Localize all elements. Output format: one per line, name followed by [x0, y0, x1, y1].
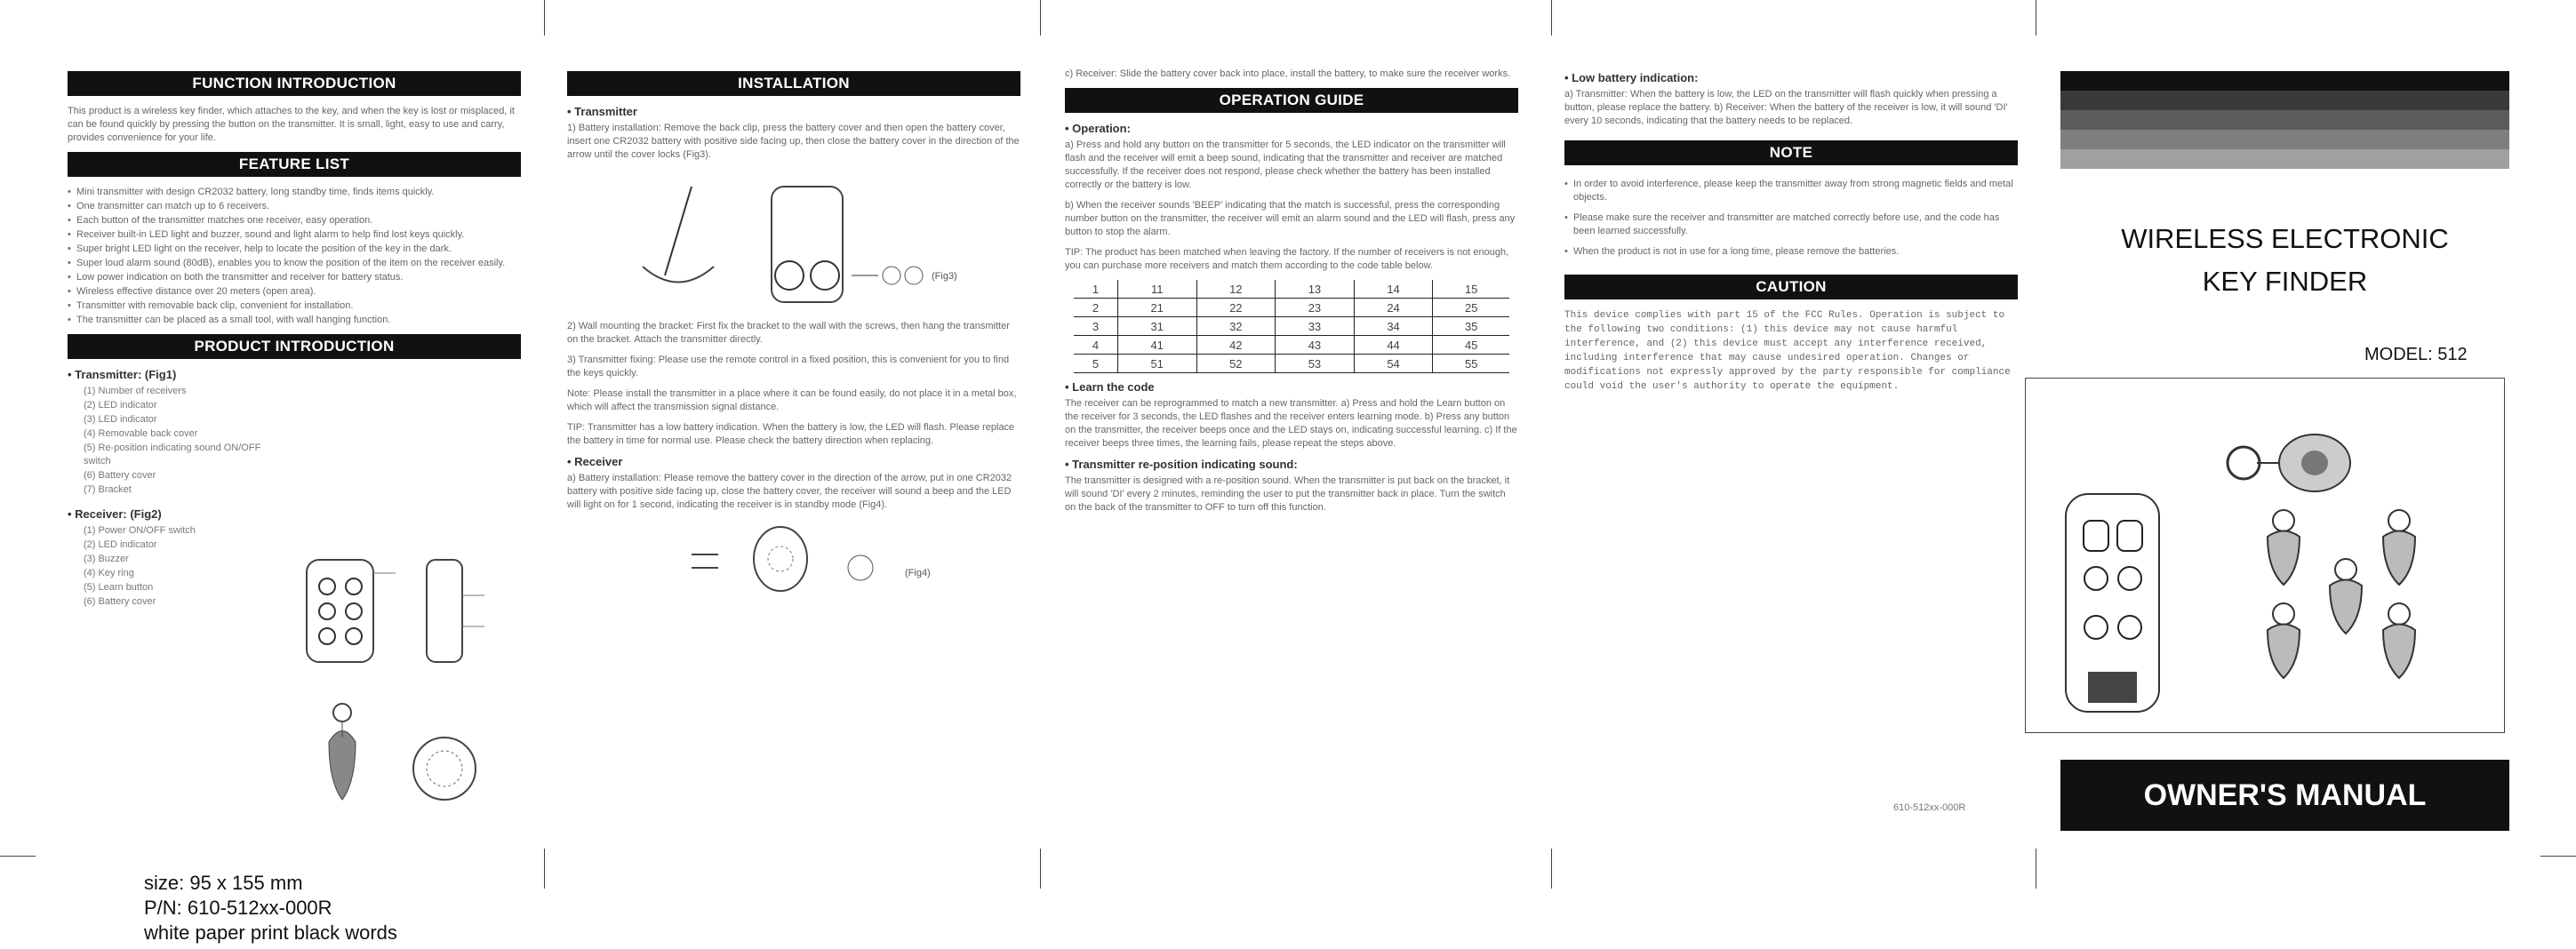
low-battery-text: a) Transmitter: When the battery is low, the LED on the transmitter will flash quickly when pressing a button, please replace the battery. b) Receiver: When the battery of the receiver is low, it will sound 'DI' every 10 seconds, indicating that the battery needs to be replaced. [1564, 89, 2008, 126]
list-item: • Super loud alarm sound (80dB), enables you to know the position of the item on the receiver easily. [68, 257, 521, 270]
crop-mark [1551, 849, 1552, 889]
list-item: • Receiver built-in LED light and buzzer, sound and light alarm to help find lost keys quickly. [68, 228, 521, 242]
list-item: • Low power indication on both the transmitter and receiver for battery status. [68, 271, 521, 284]
operation-tip: TIP: The product has been matched when leaving the factory. If the number of receivers is not enough, you can purchase more receivers and match them according to the code table below. [1065, 247, 1509, 271]
print-spec: white paper print black words [144, 921, 397, 944]
table-cell: 22 [1196, 299, 1276, 317]
table-cell: 11 [1117, 280, 1196, 299]
receiver-heading: • Receiver [567, 455, 1020, 468]
table-cell: 51 [1117, 355, 1196, 373]
code-table [1074, 280, 1509, 373]
list-item: (6) Battery cover [84, 470, 156, 481]
receiver-parts [68, 524, 281, 609]
table-cell: 21 [1117, 299, 1196, 317]
model-number: MODEL: 512 [2364, 345, 2468, 364]
table-cell: 14 [1354, 280, 1433, 299]
table-cell: 44 [1354, 336, 1433, 355]
list-item: • Wireless effective distance over 20 meters (open area). [68, 285, 521, 299]
list-item: (4) Key ring [84, 568, 134, 578]
table-row [1074, 336, 1509, 355]
table-cell: 5 [1074, 355, 1117, 373]
list-item: • In order to avoid interference, please keep the transmitter away from strong magnetic fields and metal objects. [1564, 178, 2018, 204]
panel-operation [1065, 68, 1518, 522]
reposition-text: The transmitter is designed with a re-position sound. When the transmitter is put back on the bracket, it will sound 'DI' every 2 minutes, reminding the user to put the transmitter back in place. Turn the switch on the back of the transmitter to OFF to turn off this function. [1065, 475, 1510, 513]
list-item: (2) LED indicator [84, 400, 157, 411]
receiver-cover-text: c) Receiver: Slide the battery cover back into place, install the battery, to make sure the receiver works. [1065, 68, 1511, 79]
fig4-area [567, 519, 1020, 599]
table-cell: 45 [1433, 336, 1509, 355]
product-photo-frame [2025, 378, 2505, 733]
receiver-diagram [302, 702, 516, 826]
list-item: (5) Re-position indicating sound ON/OFF switch [84, 443, 261, 467]
table-row [1074, 280, 1509, 299]
crop-mark [0, 856, 36, 857]
learn-heading: • Learn the code [1065, 380, 1518, 394]
table-cell: 52 [1196, 355, 1276, 373]
table-cell: 31 [1117, 317, 1196, 336]
cover-title [2060, 218, 2509, 303]
owners-manual-banner: OWNER'S MANUAL [2060, 760, 2509, 831]
cover-band-1 [2060, 71, 2509, 91]
reposition-heading: • Transmitter re-position indicating sound: [1065, 458, 1518, 471]
note-list [1564, 178, 2018, 259]
panel-installation [567, 71, 1020, 599]
fcc-text: This device complies with part 15 of the FCC Rules. Operation is subject to the following two conditions: (1) this device may not cause harmful interference, and (2) this device must accept any interference received, including interference that may cause undesired operation. Changes or modifications not expressly approved by the party responsible for compliance could void the user's authority to operate the equipment. [1564, 310, 2011, 392]
table-cell: 54 [1354, 355, 1433, 373]
table-cell: 13 [1276, 280, 1355, 299]
crop-mark [1551, 0, 1552, 36]
transmitter-heading: • Transmitter: (Fig1) [68, 368, 521, 381]
crop-mark [544, 0, 545, 36]
fig3-area [567, 169, 1020, 320]
list-item: (3) LED indicator [84, 414, 157, 425]
operation-text-2: b) When the receiver sounds 'BEEP' indicating that the match is successful, press the corresponding number button on the transmitter, the receiver will emit an alarm sound and the LED will flash, press any button to stop the alarm. [1065, 200, 1516, 237]
table-cell: 23 [1276, 299, 1355, 317]
list-item: (1) Power ON/OFF switch [84, 525, 196, 536]
list-item: (3) Buzzer [84, 554, 129, 564]
table-cell: 24 [1354, 299, 1433, 317]
install-step-2: 2) Wall mounting the bracket: First fix the bracket to the wall with the screws, then hang the transmitter on the bracket. Attach the transmitter directly. [567, 321, 1010, 345]
list-item: • Mini transmitter with design CR2032 battery, long standby time, finds items quickly. [68, 186, 521, 199]
crop-mark [1040, 849, 1041, 889]
transmitter-parts [68, 385, 281, 497]
table-cell: 42 [1196, 336, 1276, 355]
receiver-install-text: a) Battery installation: Please remove the battery cover in the direction of the arrow, put in one CR2032 battery with positive side facing up, close the battery cover, the receiver will sound a beep and the LED will light on for 1 second, indicating the receiver is in standby mode (Fig4). [567, 473, 1012, 510]
table-cell: 12 [1196, 280, 1276, 299]
function-title: FUNCTION INTRODUCTION [68, 71, 521, 96]
panel-function [68, 71, 521, 610]
list-item: (7) Bracket [84, 484, 132, 495]
caution-title: CAUTION [1564, 275, 2018, 299]
product-title: PRODUCT INTRODUCTION [68, 334, 521, 359]
list-item: • The transmitter can be placed as a small tool, with wall hanging function. [68, 314, 521, 327]
operation-text: a) Press and hold any button on the transmitter for 5 seconds, the LED indicator on the transmitter will flash and the receiver will emit a beep sound, indicating that the transmitter and receiver are matched successfully. If the receiver does not respond, please check whether the battery has been installed correctly or the battery is low. [1065, 140, 1506, 190]
install-tip: TIP: Transmitter has a low battery indication. When the battery is low, the LED will flash. Please replace the battery in time for normal use. Please check the battery direction when replacing. [567, 422, 1015, 446]
installation-title: INSTALLATION [567, 71, 1020, 96]
receiver-heading: • Receiver: (Fig2) [68, 507, 521, 521]
list-item: (4) Removable back cover [84, 428, 198, 439]
table-cell: 1 [1074, 280, 1117, 299]
table-cell: 33 [1276, 317, 1355, 336]
list-item: • One transmitter can match up to 6 receivers. [68, 200, 521, 213]
note-title: NOTE [1564, 140, 2018, 165]
table-cell: 53 [1276, 355, 1355, 373]
feature-title: FEATURE LIST [68, 152, 521, 177]
install-step-3: 3) Transmitter fixing: Please use the remote control in a fixed position, this is convenient for you to find the keys quickly. [567, 355, 1010, 379]
panel-notes [1564, 71, 2018, 401]
size-spec: size: 95 x 155 mm [144, 872, 303, 894]
table-cell: 34 [1354, 317, 1433, 336]
transmitter-diagram [293, 542, 507, 675]
list-item: • Super bright LED light on the receiver, help to locate the position of the key in the dark. [68, 243, 521, 256]
cover-title-line-1: WIRELESS ELECTRONIC [2121, 223, 2449, 254]
table-row [1074, 355, 1509, 373]
operation-title: OPERATION GUIDE [1065, 88, 1518, 113]
table-row [1074, 299, 1509, 317]
operation-heading: • Operation: [1065, 122, 1518, 135]
transmitter-heading: • Transmitter [567, 105, 1020, 118]
product-illustration [2026, 379, 2504, 732]
table-cell: 4 [1074, 336, 1117, 355]
crop-mark [1040, 0, 1041, 36]
install-note: Note: Please install the transmitter in a place where it can be found easily, do not place it in a metal box, which will affect the transmission signal distance. [567, 388, 1017, 412]
table-cell: 41 [1117, 336, 1196, 355]
list-item: (5) Learn button [84, 582, 154, 593]
cover-band-4 [2060, 130, 2509, 149]
table-cell: 43 [1276, 336, 1355, 355]
feature-list [68, 186, 521, 327]
cover-title-line-2: KEY FINDER [2202, 266, 2368, 297]
list-item: • Each button of the transmitter matches one receiver, easy operation. [68, 214, 521, 227]
list-item: (2) LED indicator [84, 539, 157, 550]
table-cell: 55 [1433, 355, 1509, 373]
fig3-label: (Fig3) [932, 271, 957, 282]
table-cell: 15 [1433, 280, 1509, 299]
table-cell: 32 [1196, 317, 1276, 336]
learn-text: The receiver can be reprogrammed to match a new transmitter. a) Press and hold the Learn button on the receiver for 3 seconds, the LED flashes and the receiver enters learning mode. b) Press any button on the transmitter, the receiver beeps once and the LED stays on, indicating successful learning. c) If the receiver beeps three times, the learning fails, please repeat the steps above. [1065, 398, 1517, 449]
cover-band-3 [2060, 110, 2509, 130]
part-number: P/N: 610-512xx-000R [144, 897, 332, 919]
cover-band-2 [2060, 91, 2509, 110]
part-number-small: 610-512xx-000R [1893, 802, 1966, 813]
cover-band-5 [2060, 149, 2509, 169]
fig4-label: (Fig4) [905, 568, 931, 578]
crop-mark [2540, 856, 2576, 857]
print-specs [144, 871, 397, 945]
receiver-install-diagram [683, 523, 896, 594]
low-battery-heading: • Low battery indication: [1564, 71, 2018, 84]
table-cell: 25 [1433, 299, 1509, 317]
crop-mark [544, 849, 545, 889]
list-item: • Please make sure the receiver and transmitter are matched correctly before use, and the code has been learned successfully. [1564, 211, 2018, 238]
list-item: (6) Battery cover [84, 596, 156, 607]
list-item: • When the product is not in use for a long time, please remove the batteries. [1564, 245, 2018, 259]
table-cell: 35 [1433, 317, 1509, 336]
list-item: • Transmitter with removable back clip, convenient for installation. [68, 299, 521, 313]
table-cell: 2 [1074, 299, 1117, 317]
function-text: This product is a wireless key finder, which attaches to the key, and when the key is lost or misplaced, it can be found quickly by pressing the button on the transmitter. It is small, light, easy to use and carry, provides convenience for your life. [68, 106, 515, 143]
list-item: (1) Number of receivers [84, 386, 187, 396]
battery-install-diagram [638, 178, 932, 311]
install-step-1: 1) Battery installation: Remove the back clip, press the battery cover and then open the battery cover, insert one CR2032 battery with positive side facing up, then close the battery cover in the direction of the arrow until the cover locks (Fig3). [567, 123, 1020, 160]
table-cell: 3 [1074, 317, 1117, 336]
table-row [1074, 317, 1509, 336]
